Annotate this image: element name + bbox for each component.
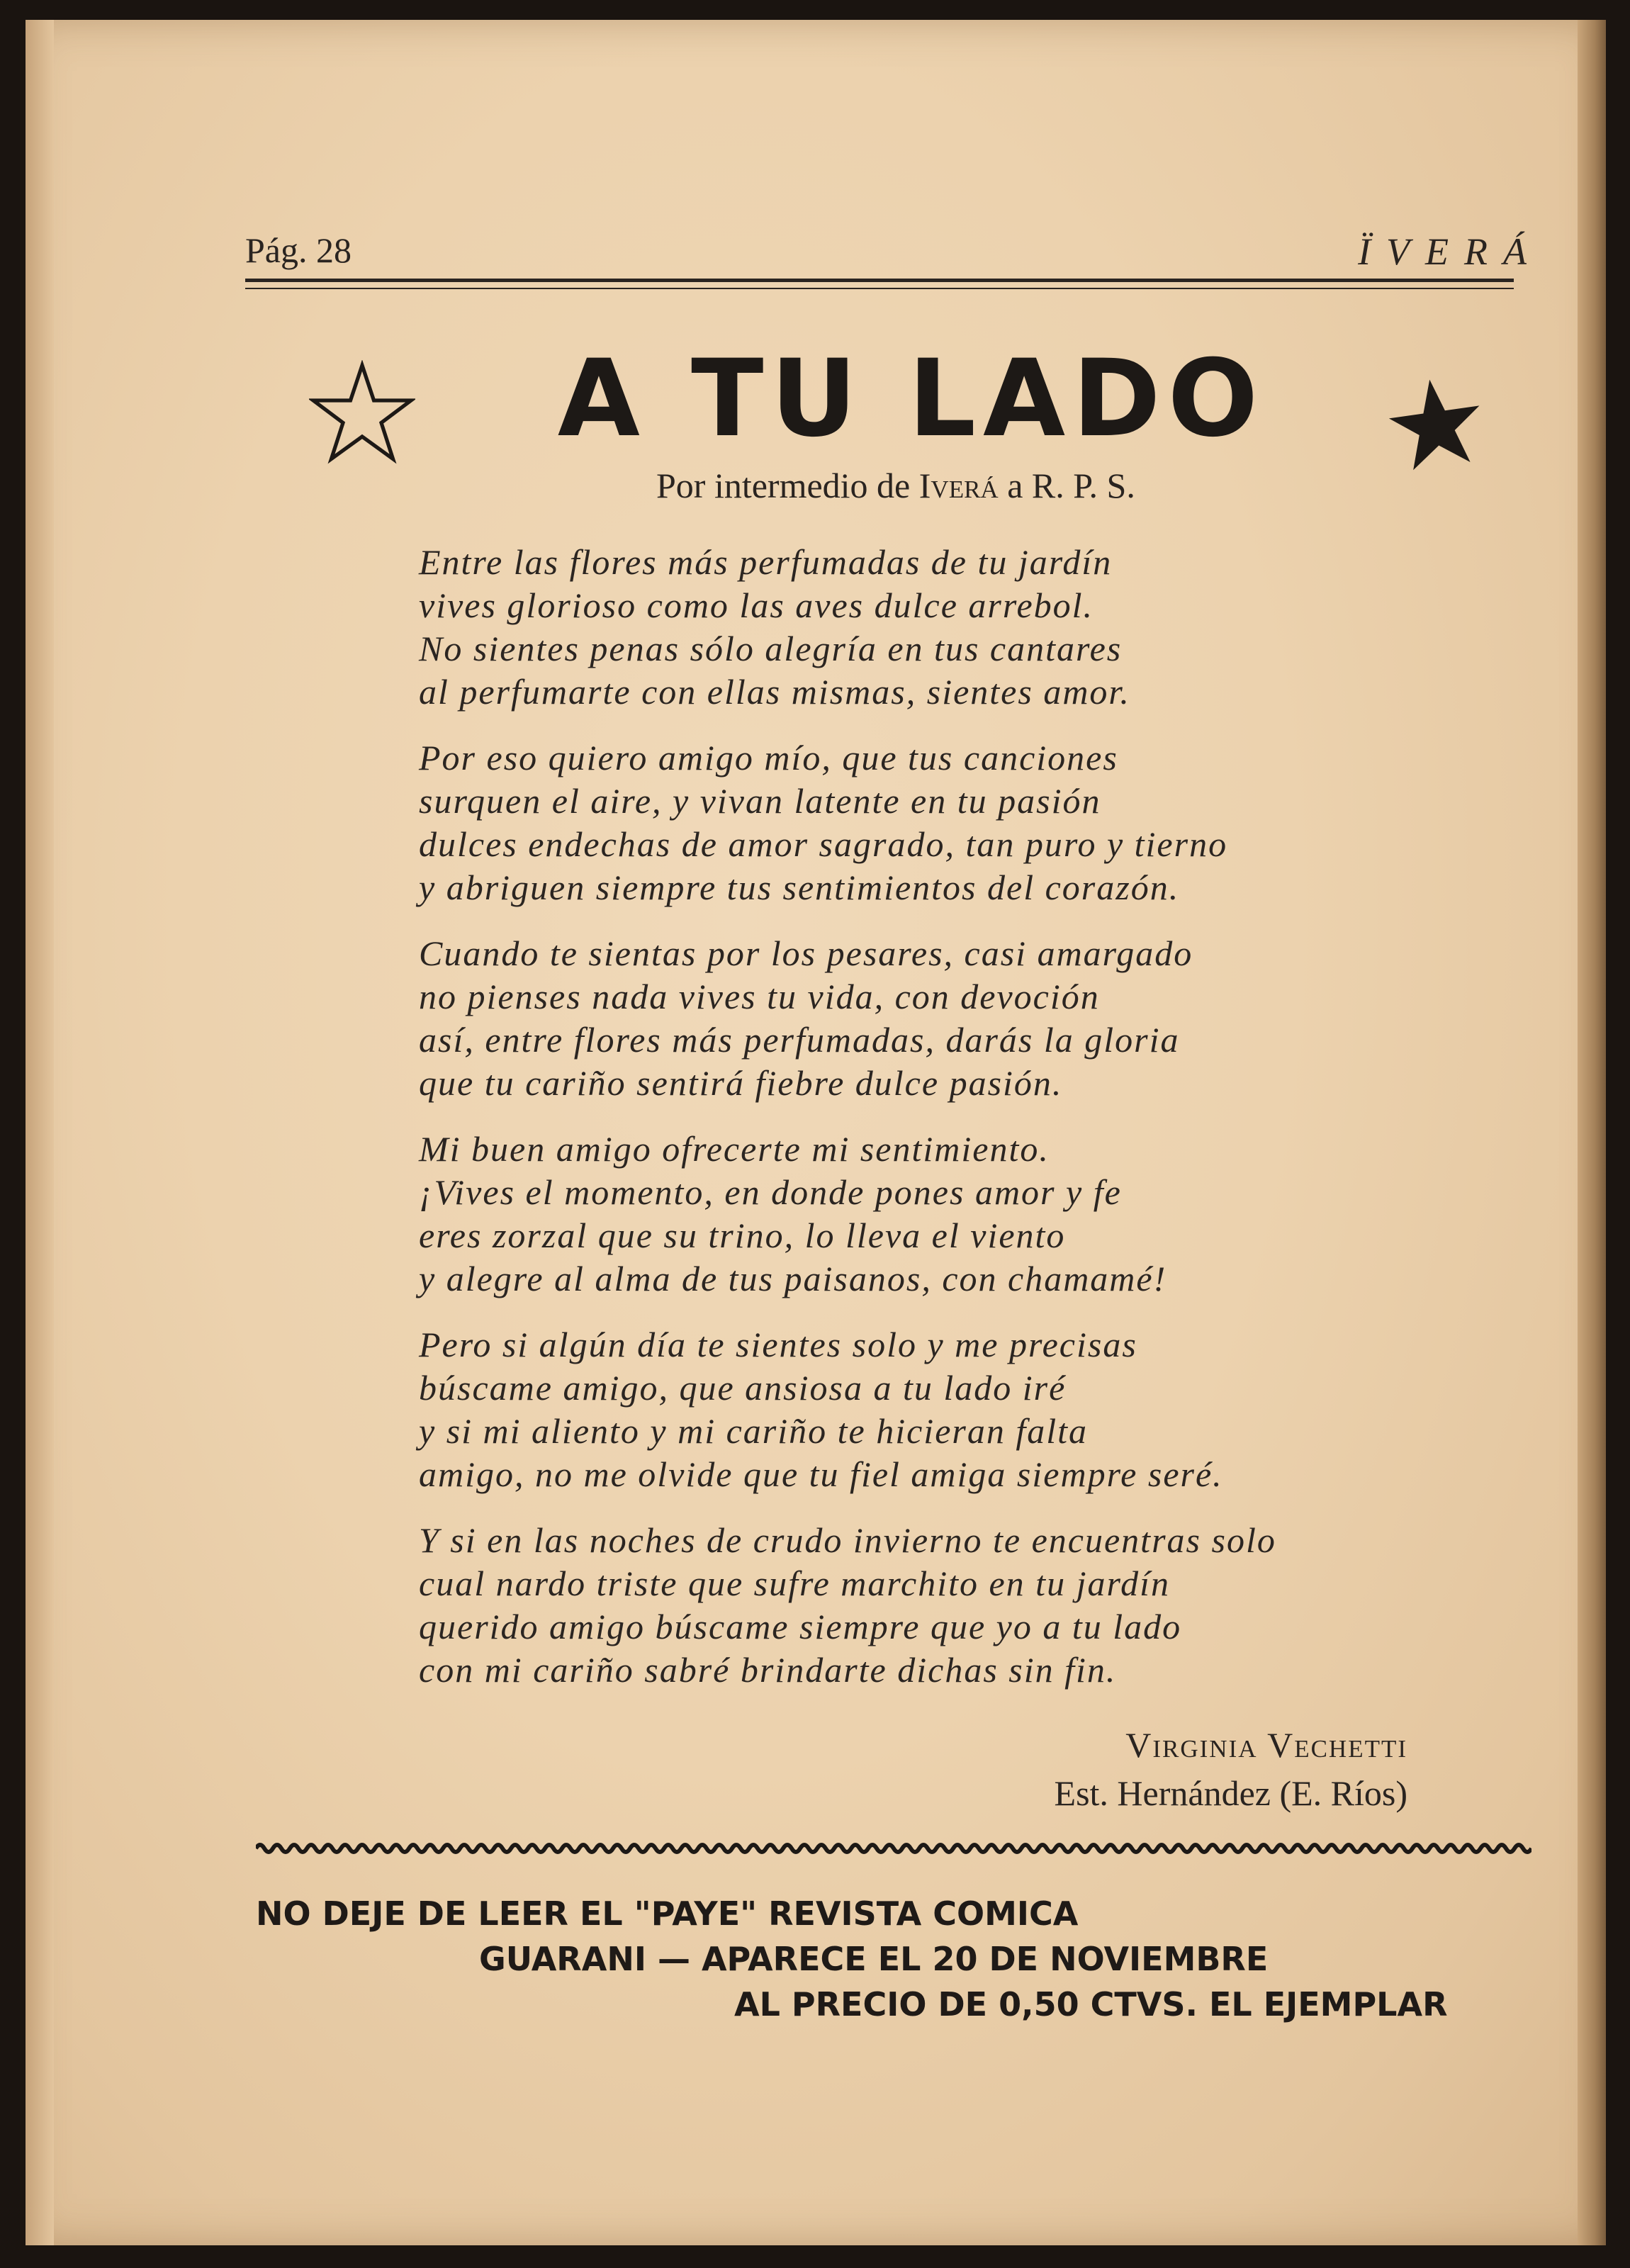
poem-line: Cuando te sientas por los pesares, casi amargado	[419, 933, 1193, 973]
filled-star-icon	[1386, 374, 1485, 473]
page-number: Pág. 28	[245, 230, 352, 270]
stanza	[419, 736, 1446, 909]
signature-block	[1055, 1721, 1407, 1817]
stanza	[419, 932, 1446, 1105]
dedication-line	[656, 465, 1135, 506]
dedication-prefix: Por intermedio de	[656, 466, 919, 505]
poem-line: No sientes penas sólo alegría en tus cantares	[419, 629, 1123, 668]
dedication-suffix: a R. P. S.	[998, 466, 1135, 505]
poem-line: cual nardo triste que sufre marchito en tu jardín	[419, 1564, 1170, 1603]
author-place: Est. Hernández (E. Ríos)	[1054, 1773, 1407, 1813]
magazine-name: ÏVERÁ	[1358, 230, 1542, 273]
poem-line: Y si en las noches de crudo invierno te encuentras solo	[419, 1520, 1276, 1560]
stanza	[419, 1323, 1446, 1496]
stanza	[419, 1519, 1446, 1692]
header-rule-thin	[245, 288, 1514, 289]
poem-line: no pienses nada vives tu vida, con devoción	[419, 977, 1100, 1016]
page-header	[245, 225, 1542, 282]
stanza	[419, 1128, 1446, 1301]
ad-line-3: AL PRECIO DE 0,50 CTVS. EL EJEMPLAR	[734, 1985, 1448, 2023]
poem-line: dulces endechas de amor sagrado, tan puro y tierno	[419, 824, 1228, 864]
stanza	[419, 541, 1446, 714]
poem-line: al perfumarte con ellas mismas, sientes amor.	[419, 672, 1130, 712]
advertisement-block	[256, 1891, 1531, 2027]
page-gutter	[1578, 20, 1606, 2245]
dedication-magazine: Iverá	[918, 466, 999, 505]
magazine-page	[26, 20, 1606, 2245]
poem-line: y alegre al alma de tus paisanos, con chamamé!	[419, 1259, 1167, 1298]
poem-line: Mi buen amigo ofrecerte mi sentimiento.	[419, 1129, 1050, 1169]
poem-line: Pero si algún día te sientes solo y me precisas	[419, 1325, 1137, 1364]
poem-line: querido amigo búscame siempre que yo a tu lado	[419, 1607, 1182, 1646]
outline-star-icon	[309, 360, 415, 466]
poem-body	[419, 541, 1446, 1714]
poem-line: Por eso quiero amigo mío, que tus canciones	[419, 738, 1118, 777]
poem-line: búscame amigo, que ansiosa a tu lado iré	[419, 1368, 1067, 1408]
wavy-divider	[256, 1840, 1531, 1857]
header-rule-thick	[245, 279, 1514, 282]
poem-line: ¡Vives el momento, en donde pones amor y fe	[419, 1172, 1122, 1212]
poem-line: con mi cariño sabré brindarte dichas sin fin.	[419, 1650, 1117, 1690]
poem-line: Entre las flores más perfumadas de tu jardín	[419, 542, 1113, 582]
poem-line: y si mi aliento y mi cariño te hicieran falta	[419, 1411, 1089, 1451]
poem-line: surquen el aire, y vivan latente en tu pasión	[419, 781, 1101, 821]
ad-line-2: GUARANI — APARECE EL 20 DE NOVIEMBRE	[479, 1940, 1269, 1978]
poem-line: amigo, no me olvide que tu fiel amiga siempre seré.	[419, 1454, 1223, 1494]
poem-line: eres zorzal que su trino, lo lleva el viento	[419, 1216, 1066, 1255]
ad-line-1: NO DEJE DE LEER EL "PAYE" REVISTA COMICA	[256, 1894, 1079, 1933]
author-name: Virginia Vechetti	[1125, 1725, 1407, 1765]
poem-title: A TU LADO	[557, 337, 1266, 461]
poem-line: que tu cariño sentirá fiebre dulce pasión.	[419, 1063, 1063, 1103]
poem-line: y abriguen siempre tus sentimientos del corazón.	[419, 868, 1180, 907]
poem-line: así, entre flores más perfumadas, darás la gloria	[419, 1020, 1180, 1060]
page-left-edge	[26, 20, 54, 2245]
poem-line: vives glorioso como las aves dulce arrebol.	[419, 585, 1094, 625]
